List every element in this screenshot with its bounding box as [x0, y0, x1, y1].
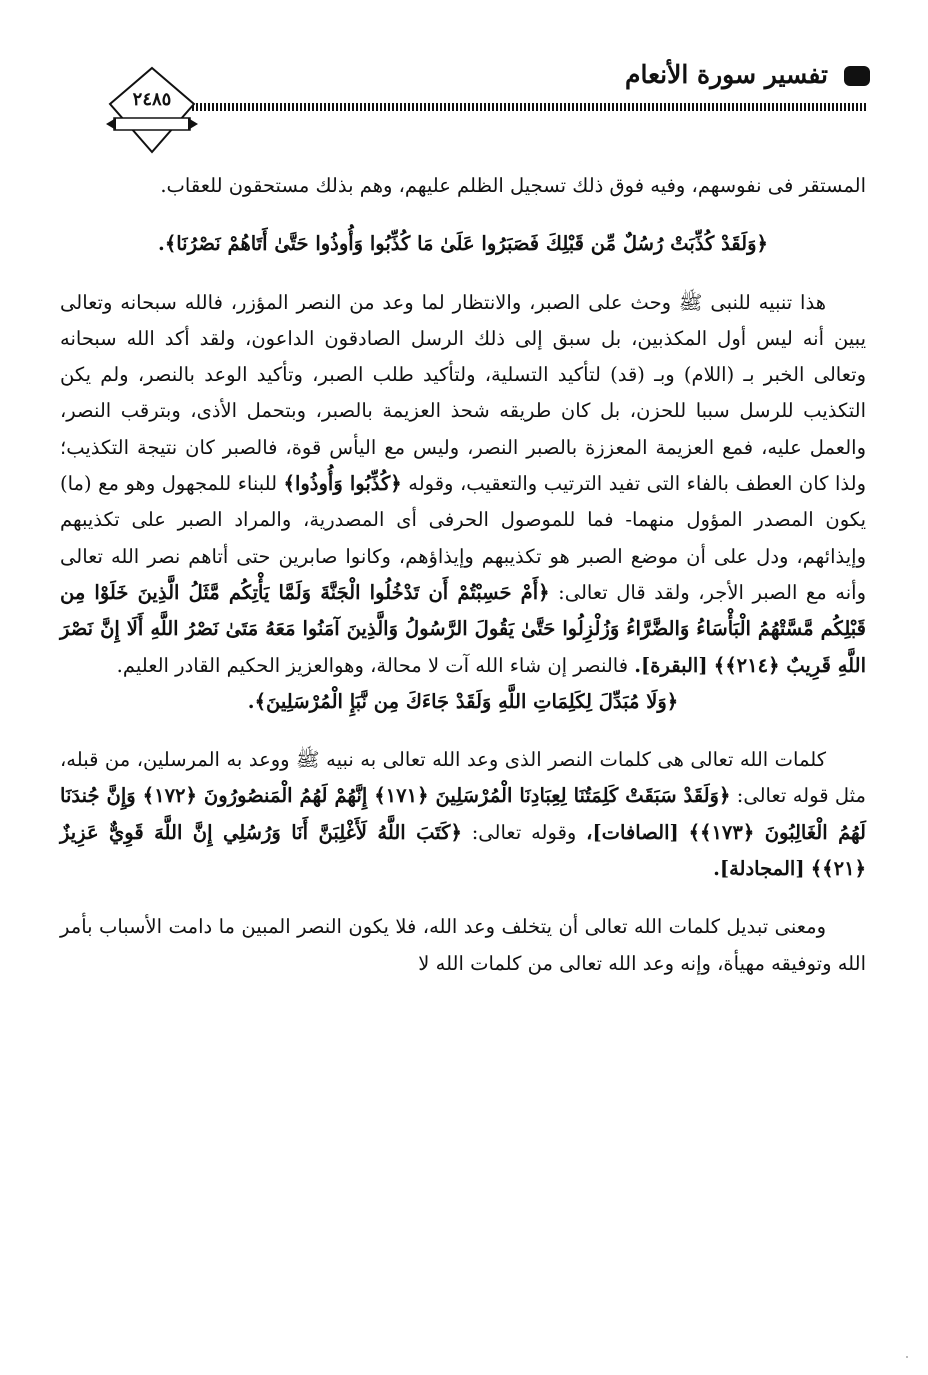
page-body — [60, 168, 866, 982]
paragraph-2-ref: [البقرة]. — [634, 653, 708, 677]
diamond-frame-icon — [104, 66, 200, 156]
paragraph-3-verse: ﴿وَلَقَدْ سَبَقَتْ كَلِمَتُنَا لِعِبَادِنَا الْمُرْسَلِينَ ﴿١٧١﴾ إِنَّهُمْ لَهُمُ الْمَنصُورُونَ ﴿١٧٢﴾ وَإِنَّ جُندَنَا لَهُمُ الْغَالِبُونَ ﴿١٧٣﴾﴾ — [60, 784, 866, 844]
page-number-badge — [104, 66, 200, 156]
paragraph-2 — [60, 285, 866, 684]
paragraph-4: ومعنى تبديل كلمات الله تعالى أن يتخلف وعد الله، فلا يكون النصر المبين ما دامت الأسباب بأمر الله وتوفيقه مهيأة، وإنه وعد الله تعالى من كلمات الله لا — [60, 915, 866, 975]
paragraph-2-text: هذا تنبيه للنبى ﷺ وحث على الصبر، والانتظار لما وعد من النصر المؤزر، فالله سبحانه وتعالى يبين أنه ليس أول المكذبين، بل سبق إلى ذلك الرسل الصادقون الداعون، ولقد أكد الله سبحانه وتعالى الخبر بـ (اللام) وبـ (قد) لتأكيد التسلية، ولتأكيد طلب الصبر، وتأكيد الوعد بالنصر، ولم يكن التكذيب للرسل سببا للحزن، بل كان طريقه شحذ العزيمة بالصبر، وبتحمل الأذى، وبترقب النصر، والعمل عليه، فمع العزيمة المعززة بالصبر النصر، وليس مع اليأس قوة، فالصبر كان نتيجة التكذيب؛ ولذا كان العطف بالفاء التى تفيد الترتيب والتعقيب، وقوله — [60, 290, 866, 496]
paragraph-2-end: فالنصر إن شاء الله آت لا محالة، وهوالعزيز الحكيم القادر العليم. — [116, 653, 629, 677]
paragraph-3-mid: وقوله تعالى: — [471, 820, 577, 844]
title-ornament-icon — [844, 66, 870, 86]
page-number: ٢٤٨٥ — [132, 89, 172, 110]
paragraph-3-verse-2: ﴿كَتَبَ اللَّهُ لَأَغْلِبَنَّ أَنَا وَرُسُلِي إِنَّ اللَّهَ قَوِيٌّ عَزِيزٌ ﴿٢١﴾﴾ — [60, 820, 866, 881]
paragraph-3-ref-2: [المجادلة]. — [713, 857, 805, 881]
paragraph-2-quote: ﴿كُذِّبُوا وَأُوذُوا﴾ — [283, 472, 402, 496]
page-header — [0, 0, 928, 160]
paragraph-3-text: كلمات الله تعالى هى كلمات النصر الذى وعد الله تعالى به نبيه ﷺ ووعد به المرسلين، من قبله، مثل قوله تعالى: — [60, 748, 867, 808]
paragraph-3 — [60, 742, 866, 887]
paragraph-2-verse: ﴿أَمْ حَسِبْتُمْ أَن تَدْخُلُوا الْجَنَّةَ وَلَمَّا يَأْتِكُم مَّثَلُ الَّذِينَ خَلَوْا مِن قَبْلِكُم مَّسَّتْهُمُ الْبَأْسَاءُ وَالضَّرَّاءُ وَزُلْزِلُوا حَتَّىٰ يَقُولَ الرَّسُولُ وَالَّذِينَ آمَنُوا مَعَهُ مَتَىٰ نَصْرُ اللَّهِ أَلَا إِنَّ نَصْرَ اللَّهِ قَرِيبٌ ﴿٢١٤﴾﴾ — [60, 580, 866, 677]
page-title: تفسير سورة الأنعام — [624, 60, 828, 89]
paragraph-2-cont: للبناء للمجهول وهو مع (ما) يكون المصدر المؤول منهما- فما للموصول الحرفى أى المصدرية، والمراد الصبر على تكذيبهم وإيذائهم، ودل على أن موضع الصبر هو تكذيبهم وإيذاؤهم، وكانوا صابرين حتى أتاهم نصر الله تعالى وأنه مع الصبر الأجر، ولقد قال تعالى: — [60, 472, 867, 604]
header-rule — [192, 103, 868, 111]
scan-mark — [906, 1356, 908, 1358]
paragraph-1: المستقر فى نفوسهم، وفيه فوق ذلك تسجيل الظلم عليهم، وهم بذلك مستحقون للعقاب. — [160, 174, 866, 197]
verse-2: ﴿وَلَا مُبَدِّلَ لِكَلِمَاتِ اللَّهِ وَلَقَدْ جَاءَكَ مِن نَّبَإِ الْمُرْسَلِينَ﴾. — [247, 689, 679, 713]
verse-1: ﴿وَلَقَدْ كُذِّبَتْ رُسُلٌ مِّن قَبْلِكَ فَصَبَرُوا عَلَىٰ مَا كُذِّبُوا وَأُوذُوا حَتَّىٰ أَتَاهُمْ نَصْرُنَا﴾. — [158, 232, 768, 256]
paragraph-3-ref: [الصافات]، — [586, 820, 679, 844]
